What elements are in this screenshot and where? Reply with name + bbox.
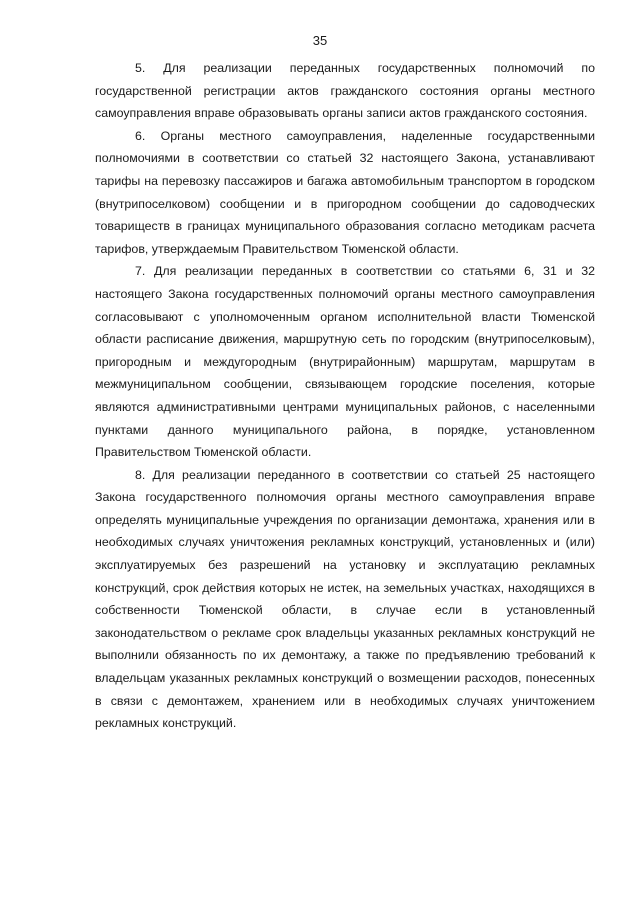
- paragraph-5: 5. Для реализации переданных государственных полномочий по государственной регистрации актов гражданского состояния органы местного самоуправления вправе образовывать органы записи актов гражданского состояния.: [95, 61, 595, 121]
- paragraph-7: 7. Для реализации переданных в соответствии со статьями 6, 31 и 32 настоящего Закона государственных полномочий органы местного самоуправления согласовывают с уполномоченным органом исполнительной власти Тюменской области расписание движения, маршрутную сеть по городским (внутрипоселковым), пригородным и междугородным (внутрирайонным) маршрутам, маршрутам в межмуниципальном сообщении, связывающем городские поселения, которые являются административными центрами муниципальных районов, с населенными пунктами данного муниципального района, в порядке, установленном Правительством Тюменской области.: [95, 264, 595, 460]
- page-number: 35: [312, 33, 328, 48]
- paragraph-8: 8. Для реализации переданного в соответствии со статьей 25 настоящего Закона государственного полномочия органы местного самоуправления вправе определять муниципальные учреждения по организации демонтажа, хранения или в необходимых случаях уничтожения рекламных конструкций, установленных и (или) эксплуатируемых без разрешений на установку и эксплуатацию рекламных конструкций, срок действия которых не истек, на земельных участках, находящихся в собственности Тюменской области, в случае если в установленный законодательством о рекламе срок владельцы указанных рекламных конструкций не выполнили обязанность по их демонтажу, а также по предъявлению требований к владельцам указанных рекламных конструкций о возмещении расходов, понесенных в связи с демонтажем, хранением или в необходимых случаях уничтожением рекламных конструкций.: [95, 467, 595, 731]
- document-body: [95, 57, 595, 735]
- paragraph-6: 6. Органы местного самоуправления, наделенные государственными полномочиями в соответствии со статьей 32 настоящего Закона, устанавливают тарифы на перевозку пассажиров и багажа автомобильным транспортом в городском (внутрипоселковом) сообщении и в пригородном сообщении до садоводческих товариществ в границах муниципального образования согласно методикам расчета тарифов, утверждаемым Правительством Тюменской области.: [95, 128, 595, 256]
